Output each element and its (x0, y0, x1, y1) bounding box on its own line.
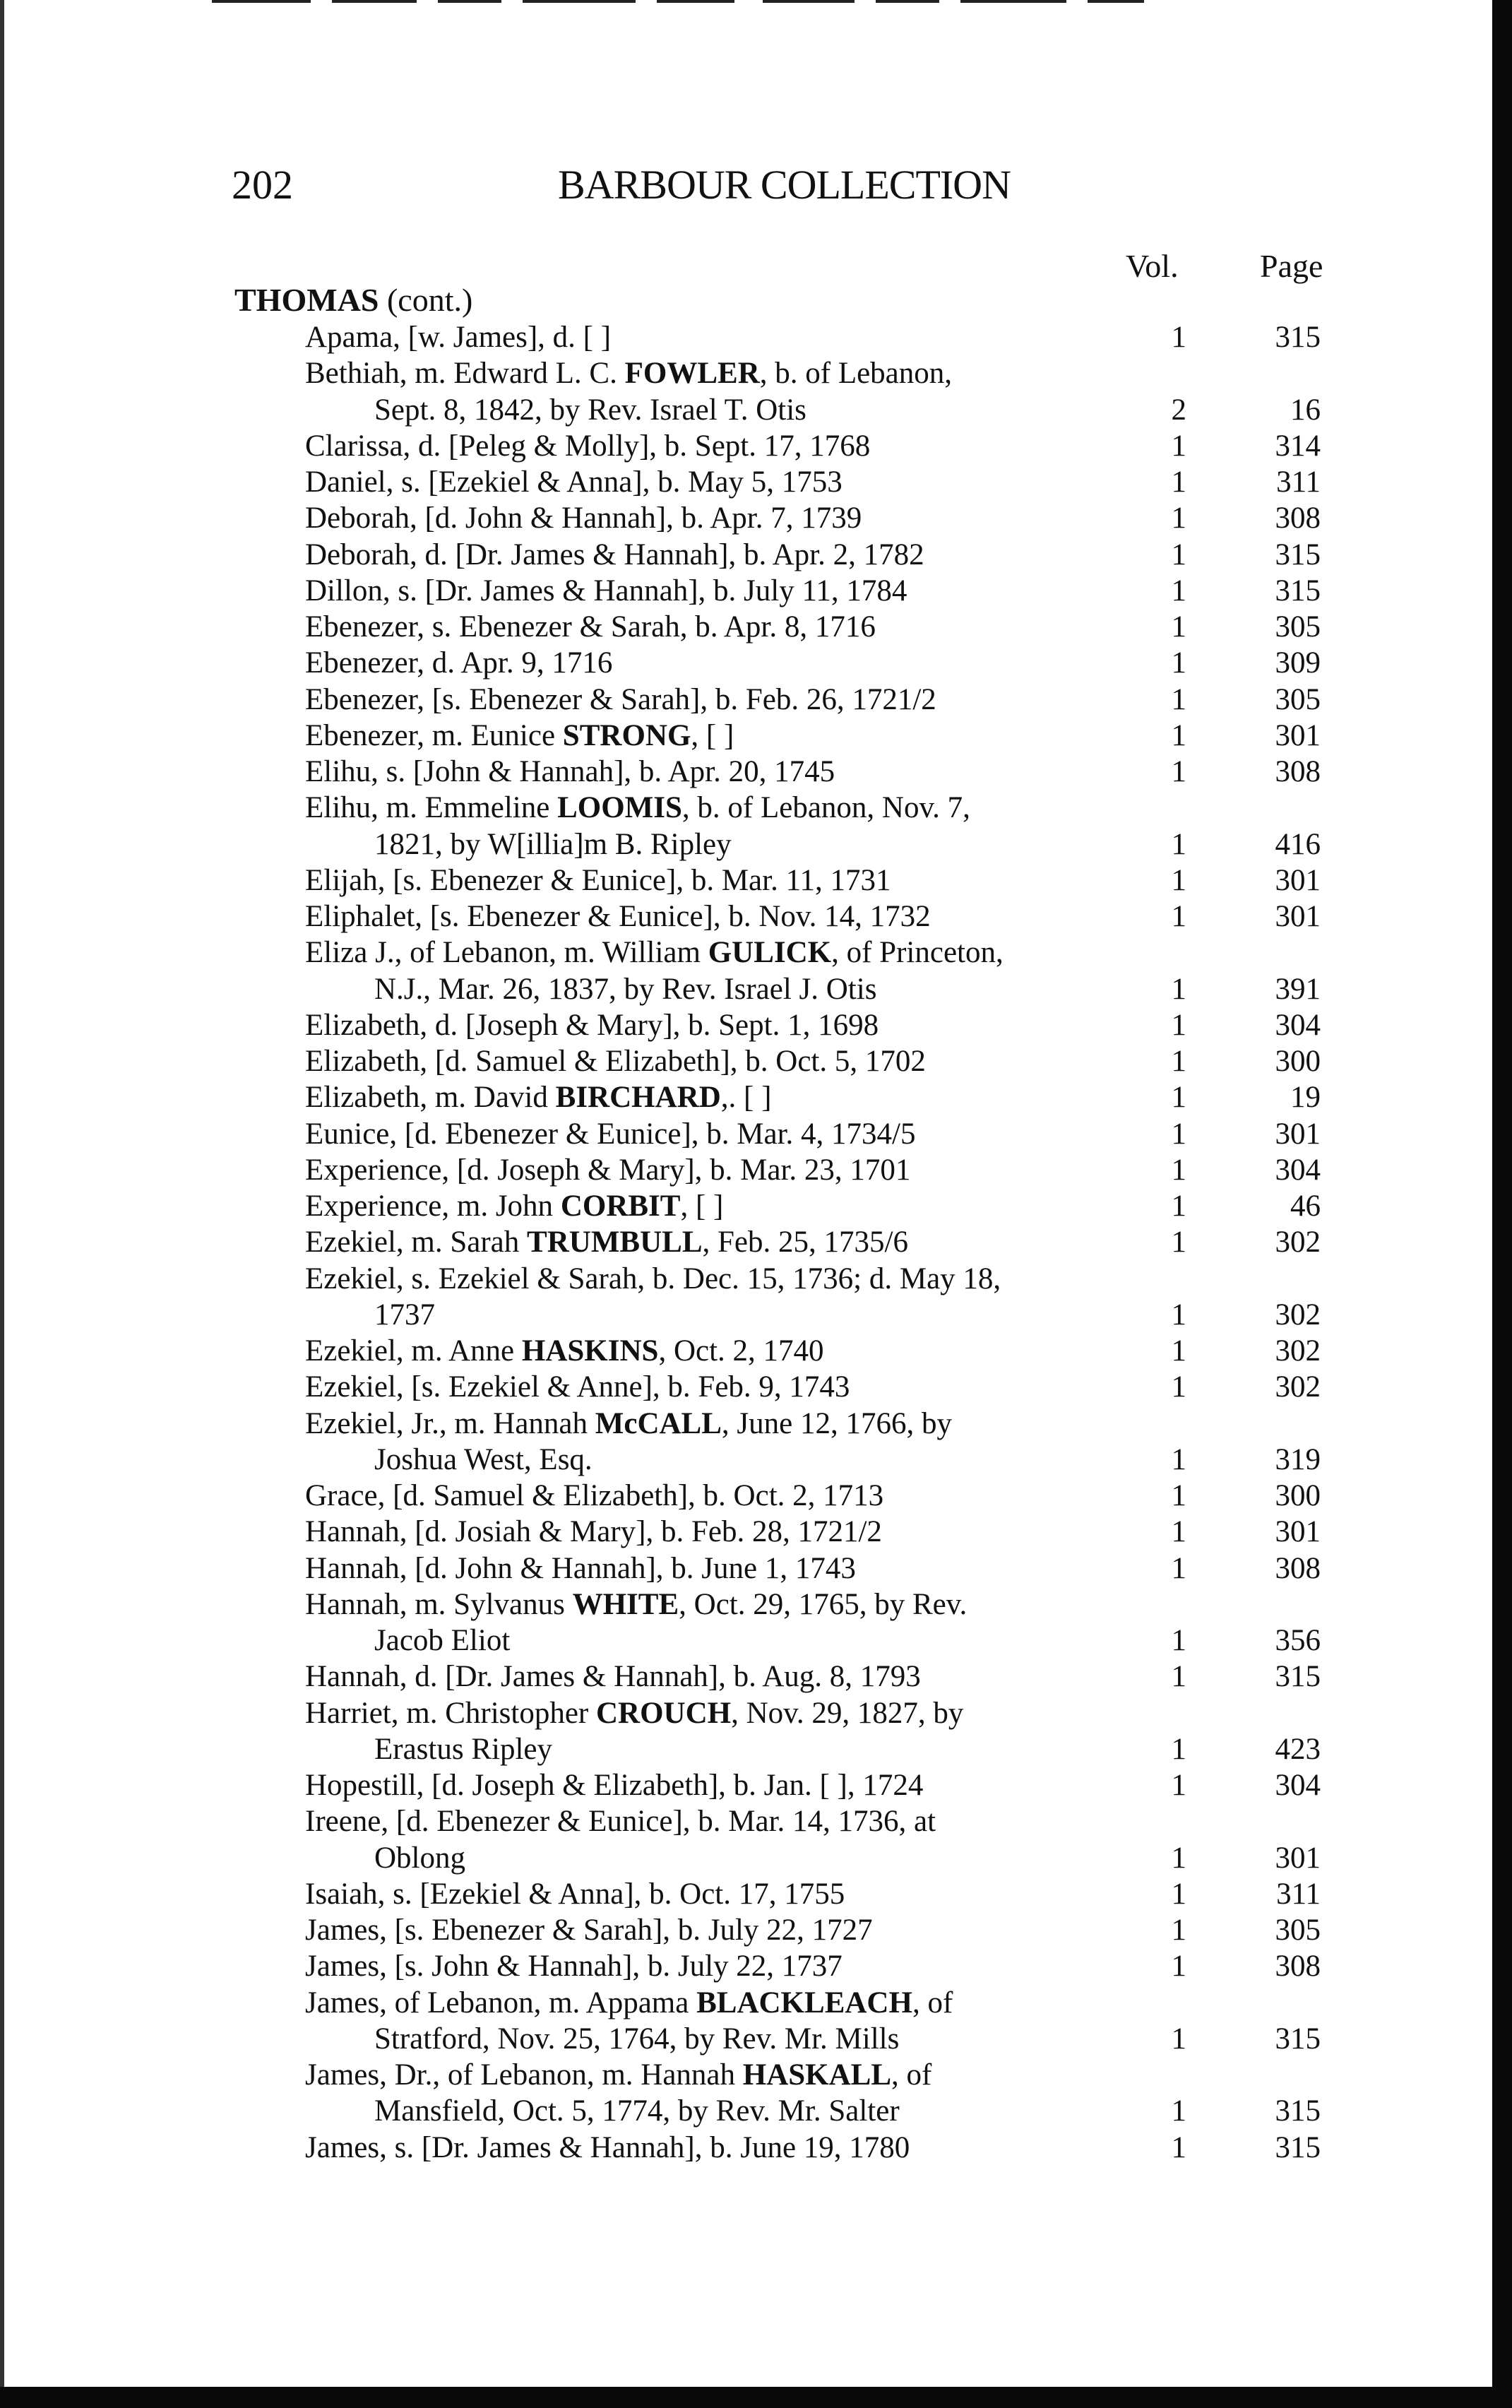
entry-text: Bethiah, m. Edward L. C. FOWLER, b. of Lebanon, (305, 357, 953, 390)
entry-text: Elizabeth, d. [Joseph & Mary], b. Sept. 1, 1698 (305, 1009, 879, 1042)
entry-line (0, 682, 1512, 718)
entry-vol: 1 (1171, 683, 1186, 716)
entry-vol: 1 (1171, 1153, 1186, 1187)
entry-page: 301 (1275, 900, 1321, 933)
entry-line (0, 609, 1512, 645)
entry-line (0, 1695, 1512, 1731)
entry-line (0, 1948, 1512, 1984)
entry-page: 391 (1275, 973, 1321, 1006)
page-title: BARBOUR COLLECTION (558, 162, 1011, 208)
entry-text: Experience, m. John CORBIT, [ ] (305, 1190, 724, 1223)
entry-text: Ezekiel, m. Sarah TRUMBULL, Feb. 25, 1735/6 (305, 1226, 908, 1259)
entry-page: 319 (1275, 1443, 1321, 1476)
entry-text: Elijah, [s. Ebenezer & Eunice], b. Mar. 11, 1731 (305, 864, 891, 897)
entry-vol: 1 (1171, 1878, 1186, 1911)
entry-page: 308 (1275, 502, 1321, 535)
entry-line (0, 1043, 1512, 1079)
entry-text-continued: Stratford, Nov. 25, 1764, by Rev. Mr. Mills (374, 2022, 900, 2056)
entry-page: 301 (1275, 719, 1321, 752)
entry-vol: 1 (1171, 1624, 1186, 1657)
entry-vol: 1 (1171, 719, 1186, 752)
entry-line (0, 319, 1512, 355)
entry-text: Hannah, [d. John & Hannah], b. June 1, 1743 (305, 1552, 856, 1585)
entry-page: 304 (1275, 1769, 1321, 1802)
entry-text: Ebenezer, m. Eunice STRONG, [ ] (305, 719, 734, 752)
entry-text: Hannah, [d. Josiah & Mary], b. Feb. 28, 1721/2 (305, 1515, 882, 1548)
surname-suffix: (cont.) (379, 282, 473, 318)
entry-text: Harriet, m. Christopher CROUCH, Nov. 29, 1827, by (305, 1697, 964, 1730)
surname-spouse: BLACKLEACH (696, 1986, 912, 2019)
entry-page: 311 (1276, 465, 1321, 499)
entry-text: Grace, [d. Samuel & Elizabeth], b. Oct. 2, 1713 (305, 1479, 884, 1512)
entry-line (0, 537, 1512, 573)
entry-line (0, 1261, 1512, 1297)
surname-spouse: HASKALL (742, 2058, 892, 2092)
entry-vol: 1 (1171, 502, 1186, 535)
entry-text: James, [s. John & Hannah], b. July 22, 1737 (305, 1950, 843, 1983)
entry-text: James, Dr., of Lebanon, m. Hannah HASKALL, of (305, 2058, 932, 2092)
entry-page: 305 (1275, 1914, 1321, 1947)
entry-line (0, 645, 1512, 681)
entry-line (0, 573, 1512, 609)
entry-page: 301 (1275, 864, 1321, 897)
entry-page: 308 (1275, 1552, 1321, 1585)
entry-text-continued: N.J., Mar. 26, 1837, by Rev. Israel J. Otis (374, 973, 877, 1006)
entry-text: Ezekiel, s. Ezekiel & Sarah, b. Dec. 15, 1736; d. May 18, (305, 1262, 1001, 1295)
entry-text: Isaiah, s. [Ezekiel & Anna], b. Oct. 17, 1755 (305, 1878, 845, 1911)
entry-line (0, 1803, 1512, 1839)
entry-line (0, 392, 1512, 428)
column-header-page: Page (1260, 248, 1323, 284)
entry-line (0, 1623, 1512, 1659)
entry-vol: 1 (1171, 1045, 1186, 1078)
entry-vol: 1 (1171, 1334, 1186, 1368)
entry-text: Deborah, [d. John & Hannah], b. Apr. 7, 1739 (305, 502, 862, 535)
entry-line (0, 1116, 1512, 1152)
entry-page: 301 (1275, 1841, 1321, 1875)
entry-text: Ebenezer, d. Apr. 9, 1716 (305, 646, 613, 680)
entry-line (0, 464, 1512, 500)
entry-line (0, 2057, 1512, 2093)
surname-spouse: FOWLER (624, 357, 760, 390)
entry-text: Elihu, m. Emmeline LOOMIS, b. of Lebanon, Nov. 7, (305, 791, 970, 824)
entry-page: 315 (1275, 538, 1321, 571)
entry-text: Hopestill, [d. Joseph & Elizabeth], b. Jan. [ ], 1724 (305, 1769, 924, 1802)
entry-page: 315 (1275, 1660, 1321, 1693)
entry-page: 305 (1275, 610, 1321, 643)
entry-vol: 1 (1171, 2022, 1186, 2056)
entry-text: Elizabeth, m. David BIRCHARD,. [ ] (305, 1081, 772, 1114)
entry-vol: 1 (1171, 1841, 1186, 1875)
entry-line (0, 1152, 1512, 1188)
entry-vol: 1 (1171, 973, 1186, 1006)
entry-text: Eliza J., of Lebanon, m. William GULICK, of Princeton, (305, 936, 1004, 969)
entry-page: 315 (1275, 2022, 1321, 2056)
entry-page: 300 (1275, 1045, 1321, 1078)
entry-text-continued: Sept. 8, 1842, by Rev. Israel T. Otis (374, 393, 806, 427)
entry-line (0, 500, 1512, 536)
entry-vol: 1 (1171, 1443, 1186, 1476)
entry-page: 416 (1275, 828, 1321, 861)
entry-vol: 1 (1171, 429, 1186, 463)
entry-vol: 1 (1171, 1769, 1186, 1802)
surname-spouse: WHITE (572, 1588, 679, 1621)
entry-line (0, 1514, 1512, 1550)
entry-text: Ezekiel, [s. Ezekiel & Anne], b. Feb. 9, 1743 (305, 1370, 850, 1404)
entry-text-continued: Mansfield, Oct. 5, 1774, by Rev. Mr. Salter (374, 2094, 900, 2128)
entry-vol: 1 (1171, 1733, 1186, 1766)
surname-spouse: CORBIT (560, 1190, 681, 1223)
entry-page: 300 (1275, 1479, 1321, 1512)
entry-line (0, 2021, 1512, 2057)
entry-text-continued: 1821, by W[illia]m B. Ripley (374, 828, 732, 861)
entry-vol: 1 (1171, 646, 1186, 680)
entry-page: 315 (1275, 574, 1321, 607)
entry-text-continued: Jacob Eliot (374, 1624, 511, 1657)
entry-line (0, 1912, 1512, 1948)
entry-vol: 1 (1171, 1370, 1186, 1404)
entry-page: 308 (1275, 1950, 1321, 1983)
entry-vol: 1 (1171, 828, 1186, 861)
entry-page: 309 (1275, 646, 1321, 680)
entry-line (0, 428, 1512, 464)
entry-text: Clarissa, d. [Peleg & Molly], b. Sept. 17, 1768 (305, 429, 871, 463)
entry-text: Dillon, s. [Dr. James & Hannah], b. July 11, 1784 (305, 574, 907, 607)
entry-text: Elihu, s. [John & Hannah], b. Apr. 20, 1745 (305, 755, 835, 788)
entry-page: 16 (1290, 393, 1321, 427)
entry-page: 301 (1275, 1515, 1321, 1548)
entry-line (0, 1731, 1512, 1767)
entry-vol: 1 (1171, 2131, 1186, 2164)
entry-vol: 1 (1171, 321, 1186, 354)
entry-page: 423 (1275, 1733, 1321, 1766)
entry-text: Ezekiel, m. Anne HASKINS, Oct. 2, 1740 (305, 1334, 824, 1368)
entry-page: 315 (1275, 2131, 1321, 2164)
entry-vol: 2 (1171, 393, 1186, 427)
entry-vol: 1 (1171, 1479, 1186, 1512)
entry-text: Apama, [w. James], d. [ ] (305, 321, 612, 354)
entry-page: 301 (1275, 1117, 1321, 1151)
entry-line (0, 1478, 1512, 1514)
entry-line (0, 1876, 1512, 1912)
entry-vol: 1 (1171, 1081, 1186, 1114)
surname-name: THOMAS (234, 282, 379, 318)
entry-text: Hannah, m. Sylvanus WHITE, Oct. 29, 1765, by Rev. (305, 1588, 968, 1621)
entry-line (0, 1586, 1512, 1623)
surname-spouse: HASKINS (521, 1334, 659, 1368)
entry-line (0, 935, 1512, 971)
entry-line (0, 1659, 1512, 1695)
entry-page: 315 (1275, 2094, 1321, 2128)
entry-vol: 1 (1171, 538, 1186, 571)
entry-text-continued: 1737 (374, 1298, 435, 1331)
entry-page: 19 (1290, 1081, 1321, 1114)
entry-page: 314 (1275, 429, 1321, 463)
entry-line (0, 971, 1512, 1007)
entry-line (0, 754, 1512, 790)
entry-text: James, of Lebanon, m. Appama BLACKLEACH, of (305, 1986, 953, 2019)
surname-spouse: CROUCH (596, 1697, 732, 1730)
entry-vol: 1 (1171, 1298, 1186, 1331)
entry-text: Elizabeth, [d. Samuel & Elizabeth], b. Oct. 5, 1702 (305, 1045, 926, 1078)
surname-spouse: TRUMBULL (527, 1226, 703, 1259)
entry-text: Ebenezer, [s. Ebenezer & Sarah], b. Feb. 26, 1721/2 (305, 683, 936, 716)
entry-vol: 1 (1171, 1552, 1186, 1585)
entry-line (0, 1442, 1512, 1478)
surname-spouse: GULICK (708, 936, 832, 969)
entry-text-continued: Joshua West, Esq. (374, 1443, 593, 1476)
entry-line (0, 1188, 1512, 1224)
entry-text: Experience, [d. Joseph & Mary], b. Mar. 23, 1701 (305, 1153, 911, 1187)
entry-vol: 1 (1171, 1660, 1186, 1693)
entry-page: 302 (1275, 1334, 1321, 1368)
entry-line (0, 1406, 1512, 1442)
entry-page: 304 (1275, 1009, 1321, 1042)
entry-page: 356 (1275, 1624, 1321, 1657)
entry-text: Ebenezer, s. Ebenezer & Sarah, b. Apr. 8, 1716 (305, 610, 876, 643)
entry-text: James, s. [Dr. James & Hannah], b. June 19, 1780 (305, 2131, 910, 2164)
entry-page: 302 (1275, 1298, 1321, 1331)
entry-vol: 1 (1171, 1226, 1186, 1259)
entry-text: Hannah, d. [Dr. James & Hannah], b. Aug. 8, 1793 (305, 1660, 921, 1693)
entry-vol: 1 (1171, 1009, 1186, 1042)
entry-vol: 1 (1171, 755, 1186, 788)
entry-line (0, 1985, 1512, 2021)
entry-line (0, 355, 1512, 391)
entry-line (0, 790, 1512, 826)
entry-vol: 1 (1171, 864, 1186, 897)
entry-text-continued: Erastus Ripley (374, 1733, 552, 1766)
entry-line (0, 1333, 1512, 1369)
entry-vol: 1 (1171, 1950, 1186, 1983)
entry-line (0, 2130, 1512, 2166)
entry-line (0, 1767, 1512, 1803)
entry-vol: 1 (1171, 900, 1186, 933)
entry-line (0, 718, 1512, 754)
entry-line (0, 1007, 1512, 1043)
entry-line (0, 1079, 1512, 1115)
entry-vol: 1 (1171, 1515, 1186, 1548)
entry-line (0, 1224, 1512, 1260)
entry-text: Ireene, [d. Ebenezer & Eunice], b. Mar. 14, 1736, at (305, 1805, 936, 1838)
entry-line (0, 2093, 1512, 2129)
entry-text: Deborah, d. [Dr. James & Hannah], b. Apr. 2, 1782 (305, 538, 924, 571)
entry-line (0, 898, 1512, 935)
entry-line (0, 1840, 1512, 1876)
entry-line (0, 826, 1512, 862)
surname-spouse: LOOMIS (557, 791, 682, 824)
entry-vol: 1 (1171, 1117, 1186, 1151)
entry-page: 305 (1275, 683, 1321, 716)
entry-page: 308 (1275, 755, 1321, 788)
entry-vol: 1 (1171, 1190, 1186, 1223)
entry-text: Daniel, s. [Ezekiel & Anna], b. May 5, 1753 (305, 465, 843, 499)
entry-text: James, [s. Ebenezer & Sarah], b. July 22, 1727 (305, 1914, 873, 1947)
entry-vol: 1 (1171, 2094, 1186, 2128)
entry-vol: 1 (1171, 1914, 1186, 1947)
entry-vol: 1 (1171, 574, 1186, 607)
entry-text: Eliphalet, [s. Ebenezer & Eunice], b. Nov. 14, 1732 (305, 900, 931, 933)
entry-page: 315 (1275, 321, 1321, 354)
entry-line (0, 862, 1512, 898)
entry-page: 304 (1275, 1153, 1321, 1187)
entry-page: 302 (1275, 1370, 1321, 1404)
entry-page: 311 (1276, 1878, 1321, 1911)
page-number: 202 (232, 162, 293, 208)
surname-spouse: BIRCHARD (555, 1081, 721, 1114)
entry-line (0, 1297, 1512, 1333)
entry-page: 302 (1275, 1226, 1321, 1259)
column-header-vol: Vol. (1126, 248, 1179, 284)
entry-text: Ezekiel, Jr., m. Hannah McCALL, June 12, 1766, by (305, 1407, 952, 1440)
entry-text: Eunice, [d. Ebenezer & Eunice], b. Mar. 4, 1734/5 (305, 1117, 916, 1151)
surname-spouse: STRONG (562, 719, 691, 752)
entry-text-continued: Oblong (374, 1841, 465, 1875)
entry-page: 46 (1290, 1190, 1321, 1223)
surname-spouse: McCALL (595, 1407, 722, 1440)
entry-line (0, 1369, 1512, 1405)
entry-vol: 1 (1171, 465, 1186, 499)
entry-vol: 1 (1171, 610, 1186, 643)
entry-line (0, 1550, 1512, 1586)
